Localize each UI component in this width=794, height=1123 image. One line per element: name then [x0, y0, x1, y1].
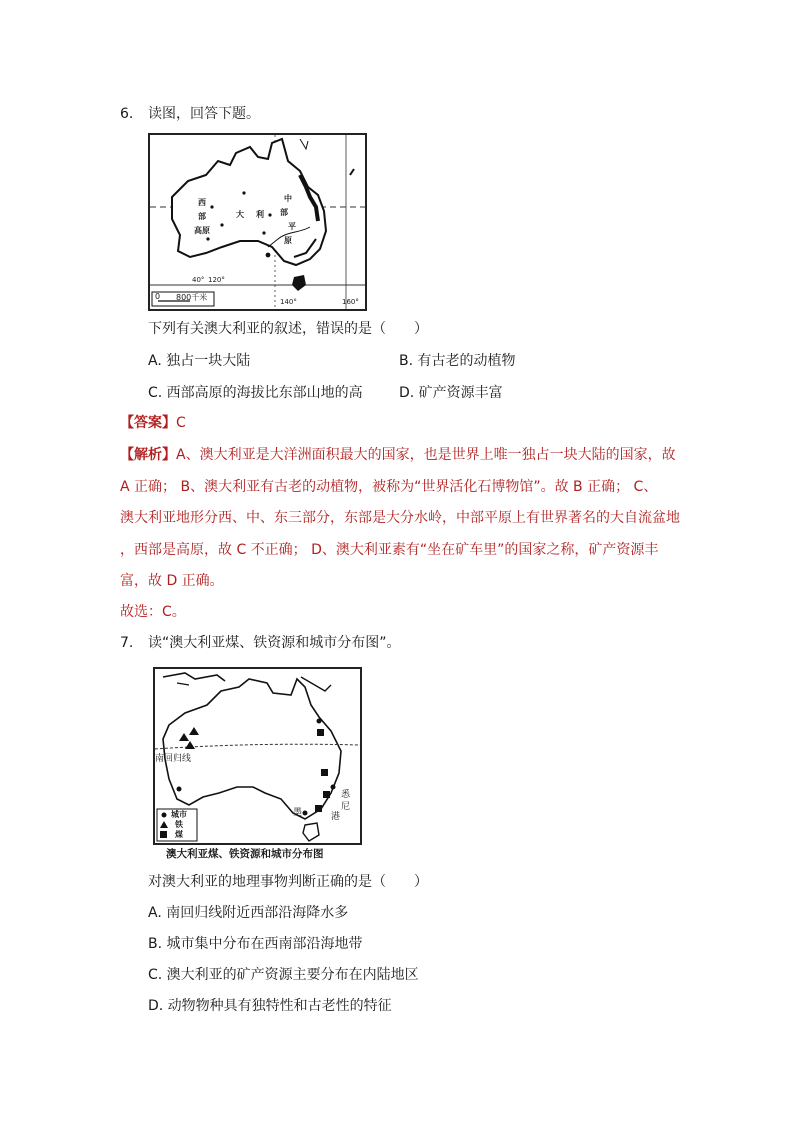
analysis-line-5: 富，故 D 正确。 [120, 573, 224, 589]
analysis-line-3: 澳大利亚地形分西、中、东三部分，东部是大分水岭，中部平原上有世界著名的大自流盆地 [120, 510, 680, 526]
q6-lon-140: 140° [280, 298, 297, 306]
q6-region-west-1: 西 [198, 198, 206, 207]
q6-option-b: B. 有古老的动植物 [399, 353, 516, 369]
q6-region-center-4: 部 [280, 208, 288, 217]
q6-lon-160: 160° [342, 298, 359, 306]
q6-question: 下列有关澳大利亚的叙述，错误的是（ ） [148, 321, 428, 337]
q6-lon-120: 120° [208, 276, 225, 284]
q6-region-west-3: 高 [194, 226, 202, 235]
q7-city-sydney-2: 尼 [341, 802, 351, 812]
q7-city-melbourne: 墨 [293, 808, 303, 818]
answer-value: C [176, 415, 186, 431]
q6-prompt: 读图，回答下题。 [148, 106, 260, 122]
q6-option-d: D. 矿产资源丰富 [399, 385, 503, 401]
q7-tropic-label: 南回归线 [155, 754, 192, 764]
q7-map-caption: 澳大利亚煤、铁资源和城市分布图 [166, 848, 324, 860]
q6-scale-zero: 0 [155, 292, 161, 301]
q6-option-c: C. 西部高原的海拔比东部山地的高 [148, 385, 363, 401]
answer-tag: 【答案】 [120, 415, 176, 431]
q7-option-a: A. 南回归线附近西部沿海降水多 [148, 905, 349, 921]
q6-region-center-5: 平 [288, 222, 296, 231]
q6-scale-label: 800千米 [176, 293, 208, 302]
q7-option-c: C. 澳大利亚的矿产资源主要分布在内陆地区 [148, 967, 419, 983]
q6-map-drawing [150, 135, 365, 309]
q7-number: 7. [120, 635, 134, 651]
q7-option-d: D. 动物物种具有独特性和古老性的特征 [148, 998, 392, 1014]
q6-region-center-3: 中 [284, 194, 292, 203]
q6-number: 6. [120, 106, 134, 122]
q6-region-center-1: 大 [236, 210, 244, 219]
q6-option-a: A. 独占一块大陆 [148, 353, 251, 369]
q7-question: 对澳大利亚的地理事物判断正确的是（ ） [148, 874, 428, 890]
q7-legend-city: 城市 [171, 810, 187, 819]
q7-city-sydney: 悉 [341, 790, 351, 800]
q6-region-west-4: 原 [202, 226, 210, 235]
q6-conclusion: 故选：C。 [120, 604, 186, 620]
q6-region-center-2: 利 [256, 210, 264, 219]
q6-australia-map [148, 133, 367, 311]
q6-region-center-6: 原 [284, 236, 292, 245]
q7-legend-coal: 煤 [175, 830, 183, 839]
analysis-line-4: ，西部是高原，故 C 不正确； D、澳大利亚素有“坐在矿车里”的国家之称，矿产资源丰 [120, 542, 659, 558]
analysis-text-1: A、澳大利亚是大洋洲面积最大的国家，也是世界上唯一独占一块大陆的国家，故 [176, 447, 676, 463]
analysis-line-1 [120, 445, 676, 465]
q6-region-west-2: 部 [198, 212, 206, 221]
q7-australia-map [153, 667, 362, 845]
q7-option-b: B. 城市集中分布在西南部沿海地带 [148, 936, 363, 952]
q7-prompt: 读“澳大利亚煤、铁资源和城市分布图”。 [148, 635, 401, 651]
q6-answer [120, 413, 186, 433]
q6-lat-40: 40° [192, 276, 205, 284]
analysis-tag: 【解析】 [120, 447, 176, 463]
q7-city-harbour: 港 [331, 812, 341, 822]
q7-legend-iron: 铁 [175, 820, 183, 829]
analysis-line-2: A 正确； B、澳大利亚有古老的动植物，被称为“世界活化石博物馆”。故 B 正确； C、 [120, 479, 658, 495]
